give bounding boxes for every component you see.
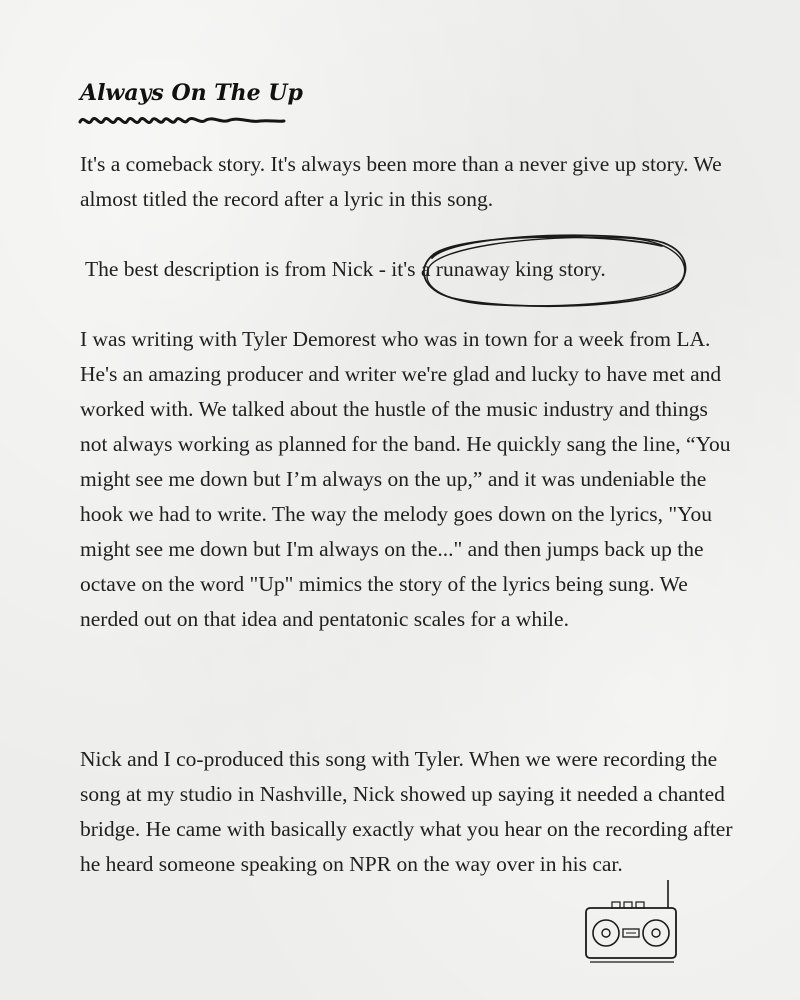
paragraph-intro: It's a comeback story. It's always been more than a never give up story. We almost titled the record after a lyric in this song. [80, 152, 722, 211]
hand-drawn-circle-icon [412, 228, 692, 310]
paragraph-description: The best description is from Nick - it's a runaway king story. [85, 257, 606, 281]
radio-icon [582, 878, 682, 966]
paragraph-writing-story: I was writing with Tyler Demorest who was in town for a week from LA. He's an amazing producer and writer we're glad and lucky to have met and worked with. We talked about the hustle of the music industry and things not always working as planned for the band. He quickly sang the line, “You might see me down but I’m always on the up,” and it was undeniable the hook we had to write. The way the melody goes down on the lyrics, "You might see me down but I'm always on the..." and then jumps back up the octave on the word "Up" mimics the story of the lyrics being sung. We nerded out on that idea and pentatonic scales for a while. [80, 327, 731, 631]
page-title: Always On The Up [80, 80, 303, 106]
squiggle-underline-icon [78, 112, 288, 130]
paragraph-production: Nick and I co-produced this song with Tyler. When we were recording the song at my studio in Nashville, Nick showed up saying it needed a chanted bridge. He came with basically exactly what you hear on the recording after he heard someone speaking on NPR on the way over in his car. [80, 747, 733, 876]
